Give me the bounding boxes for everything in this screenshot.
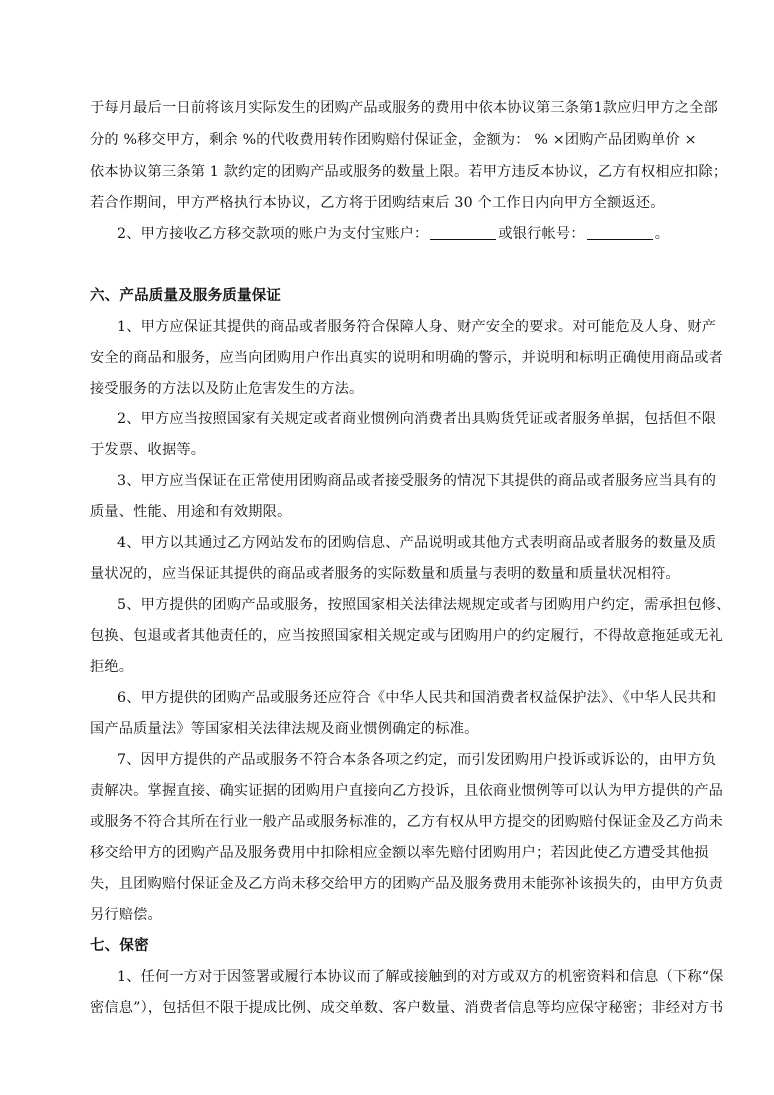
paragraph-line: 4、甲方以其通过乙方网站发布的团购信息、产品说明或其他方式表明商品或者服务的数量及质 xyxy=(117,535,717,551)
paragraph-line: 2、甲方应当按照国家有关规定或者商业惯例向消费者出具购货凭证或者服务单据，包括但不限 xyxy=(117,411,717,427)
paragraph-line: 责解决。掌握直接、确实证据的团购用户直接向乙方投诉，且依商业惯例等可以认为甲方提供的产品 xyxy=(90,783,724,799)
account-line-end: 。 xyxy=(654,226,670,242)
paragraph-line: 移交给甲方的团购产品及服务费用中扣除相应金额以率先赔付团购用户；若因此使乙方遭受其他损 xyxy=(90,845,709,861)
paragraph-line: 分的 %移交甲方，剩余 %的代收费用转作团购赔付保证金，金额为： % ×团购产品团购单价 × xyxy=(90,132,697,148)
paragraph-line: 另行赔偿。 xyxy=(90,907,162,923)
paragraph-line: 密信息”），包括但不限于提成比例、成交单数、客户数量、消费者信息等均应保守秘密；非经对方书 xyxy=(90,1000,724,1016)
paragraph-line: 于每月最后一日前将该月实际发生的团购产品或服务的费用中依本协议第三条第1款应归甲方之全部 xyxy=(90,100,718,116)
alipay-account-blank xyxy=(430,225,496,240)
paragraph-line: 于发票、收据等。 xyxy=(90,442,206,458)
paragraph-line: 质量、性能、用途和有效期限。 xyxy=(90,504,292,520)
paragraph-line: 或服务不符合其所在行业一般产品或服务标准的，乙方有权从甲方提交的团购赔付保证金及乙方尚未 xyxy=(90,814,724,830)
paragraph-line: 1、甲方应保证其提供的商品或者服务符合保障人身、财产安全的要求。对可能危及人身、财产 xyxy=(117,319,717,335)
paragraph-line: 7、因甲方提供的产品或服务不符合本条各项之约定，而引发团购用户投诉或诉讼的，由甲方负 xyxy=(117,752,717,768)
paragraph-line: 6、甲方提供的团购产品或服务还应符合《中华人民共和国消费者权益保护法》、《中华人民共和 xyxy=(117,690,717,706)
account-label: 2、甲方接收乙方移交款项的账户为支付宝账户： xyxy=(117,226,429,242)
paragraph-line: 若合作期间，甲方严格执行本协议，乙方将于团购结束后 30 个工作日内向甲方全额返还。 xyxy=(90,195,665,211)
paragraph-line: 国产品质量法》等国家相关法律法规及商业惯例确定的标准。 xyxy=(90,721,479,737)
paragraph-line: 1、任何一方对于因签署或履行本协议而了解或接触到的对方或双方的机密资料和信息（下称“保 xyxy=(117,969,724,985)
paragraph-line: 量状况的，应当保证其提供的商品或者服务的实际数量和质量与表明的数量和质量状况相符。 xyxy=(90,566,680,582)
paragraph-line: 失，且团购赔付保证金及乙方尚未移交给甲方的团购产品及服务费用未能弥补该损失的，由甲方负责 xyxy=(90,876,724,892)
paragraph-line: 接受服务的方法以及防止危害发生的方法。 xyxy=(90,381,364,397)
paragraph-line: 安全的商品和服务，应当向团购用户作出真实的说明和明确的警示，并说明和标明正确使用商品或者 xyxy=(90,350,724,366)
paragraph-line: 包换、包退或者其他责任的，应当按照国家相关规定或与团购用户的约定履行，不得故意拖延或无礼 xyxy=(90,628,724,644)
section-heading: 六、产品质量及服务质量保证 xyxy=(90,288,282,304)
account-line xyxy=(117,224,669,244)
bank-account-label: 或银行帐号： xyxy=(498,226,585,242)
bank-account-blank xyxy=(587,225,653,240)
paragraph-line: 3、甲方应当保证在正常使用团购商品或者接受服务的情况下其提供的商品或者服务应当具有的 xyxy=(117,473,717,489)
paragraph-line: 依本协议第三条第 1 款约定的团购产品或服务的数量上限。若甲方违反本协议，乙方有权相应扣除； xyxy=(90,164,728,180)
paragraph-line: 拒绝。 xyxy=(90,659,134,675)
paragraph-line: 5、甲方提供的团购产品或服务，按照国家相关法律法规规定或者与团购用户约定，需承担包修、 xyxy=(117,597,731,613)
section-heading: 七、保密 xyxy=(90,938,149,954)
